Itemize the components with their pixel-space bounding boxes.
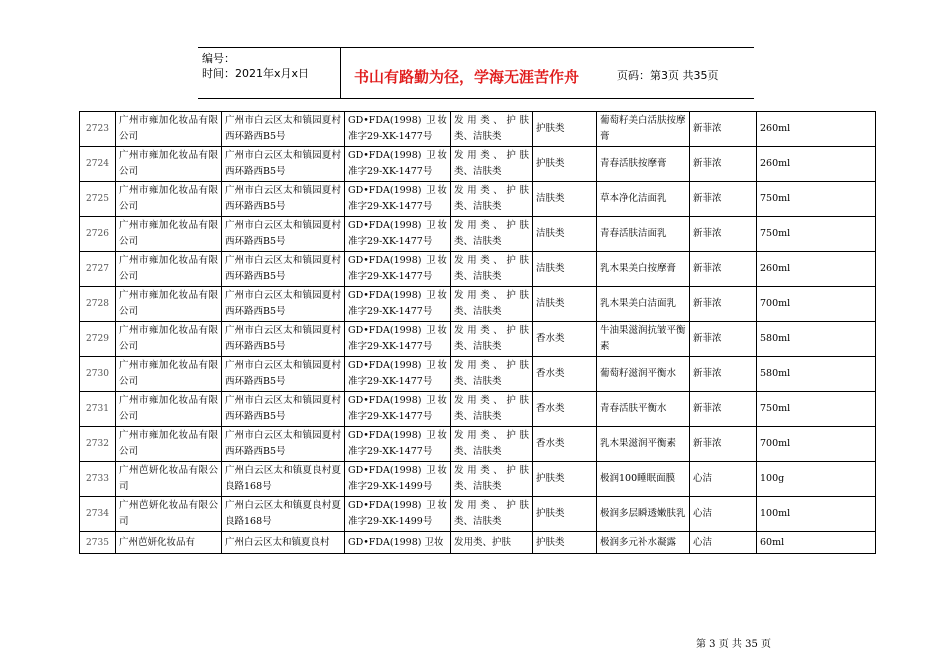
- category-cell: 发用类、护肤类、洁肤类: [451, 252, 533, 287]
- company-cell: 广州芭妍化妆品有限公司: [116, 462, 222, 497]
- spec-cell: 260ml: [757, 112, 876, 147]
- type-cell: 护肤类: [533, 497, 597, 532]
- row-number: 2731: [80, 392, 116, 427]
- number-label: 编号：: [202, 52, 235, 65]
- address-cell: 广州白云区太和镇夏良村: [222, 532, 345, 554]
- product-name-cell: 乳木果滋润平衡素: [597, 427, 690, 462]
- license-cell: GD•FDA(1998) 卫妆: [345, 532, 451, 554]
- row-number: 2730: [80, 357, 116, 392]
- spec-cell: 750ml: [757, 182, 876, 217]
- license-cell: GD•FDA(1998) 卫妆准字29-XK-1477号: [345, 147, 451, 182]
- address-cell: 广州市白云区太和镇园夏村西环路西B5号: [222, 357, 345, 392]
- company-cell: 广州市雍加化妆品有限公司: [116, 322, 222, 357]
- spec-cell: 60ml: [757, 532, 876, 554]
- license-cell: GD•FDA(1998) 卫妆准字29-XK-1477号: [345, 252, 451, 287]
- product-name-cell: 极润100睡眠面膜: [597, 462, 690, 497]
- product-name-cell: 极润多层瞬透嫩肤乳: [597, 497, 690, 532]
- product-name-cell: 牛油果滋润抗皱平衡素: [597, 322, 690, 357]
- address-cell: 广州市白云区太和镇园夏村西环路西B5号: [222, 147, 345, 182]
- header-motto: 书山有路勤为径，学海无涯苦作舟: [354, 68, 580, 86]
- spec-cell: 100g: [757, 462, 876, 497]
- table-row: [80, 322, 876, 357]
- type-cell: 香水类: [533, 392, 597, 427]
- spec-cell: 260ml: [757, 252, 876, 287]
- category-cell: 发用类、护肤类、洁肤类: [451, 497, 533, 532]
- table-row: [80, 462, 876, 497]
- spec-cell: 700ml: [757, 427, 876, 462]
- license-cell: GD•FDA(1998) 卫妆准字29-XK-1477号: [345, 322, 451, 357]
- page-footer: 第 3 页 共 35 页: [696, 639, 771, 650]
- company-cell: 广州市雍加化妆品有限公司: [116, 112, 222, 147]
- header-meta: [202, 51, 309, 81]
- product-name-cell: 极润多元补水凝露: [597, 532, 690, 554]
- spec-cell: 580ml: [757, 357, 876, 392]
- row-number: 2735: [80, 532, 116, 554]
- category-cell: 发用类、护肤类、洁肤类: [451, 357, 533, 392]
- type-cell: 洁肤类: [533, 182, 597, 217]
- brand-cell: 心洁: [690, 532, 757, 554]
- license-cell: GD•FDA(1998) 卫妆准字29-XK-1477号: [345, 217, 451, 252]
- category-cell: 发用类、护肤类、洁肤类: [451, 217, 533, 252]
- address-cell: 广州白云区太和镇夏良村夏良路168号: [222, 497, 345, 532]
- address-cell: 广州市白云区太和镇园夏村西环路西B5号: [222, 322, 345, 357]
- company-cell: 广州市雍加化妆品有限公司: [116, 392, 222, 427]
- spec-cell: 750ml: [757, 392, 876, 427]
- row-number: 2729: [80, 322, 116, 357]
- table-row: [80, 392, 876, 427]
- row-number: 2728: [80, 287, 116, 322]
- row-number: 2733: [80, 462, 116, 497]
- type-cell: 护肤类: [533, 532, 597, 554]
- license-cell: GD•FDA(1998) 卫妆准字29-XK-1477号: [345, 182, 451, 217]
- company-cell: 广州市雍加化妆品有限公司: [116, 217, 222, 252]
- company-cell: 广州芭妍化妆品有: [116, 532, 222, 554]
- table-row: [80, 217, 876, 252]
- brand-cell: 新菲浓: [690, 357, 757, 392]
- spec-cell: 100ml: [757, 497, 876, 532]
- address-cell: 广州白云区太和镇夏良村夏良路168号: [222, 462, 345, 497]
- address-cell: 广州市白云区太和镇园夏村西环路西B5号: [222, 392, 345, 427]
- company-cell: 广州市雍加化妆品有限公司: [116, 427, 222, 462]
- brand-cell: 新菲浓: [690, 427, 757, 462]
- brand-cell: 新菲浓: [690, 147, 757, 182]
- company-cell: 广州市雍加化妆品有限公司: [116, 357, 222, 392]
- product-name-cell: 葡萄籽滋润平衡水: [597, 357, 690, 392]
- header-page-label: 页码：第3页 共35页: [617, 69, 719, 82]
- row-number: 2727: [80, 252, 116, 287]
- table-row: [80, 427, 876, 462]
- spec-cell: 750ml: [757, 217, 876, 252]
- product-name-cell: 乳木果美白按摩膏: [597, 252, 690, 287]
- brand-cell: 新菲浓: [690, 322, 757, 357]
- product-name-cell: 乳木果美白洁面乳: [597, 287, 690, 322]
- table-row: [80, 357, 876, 392]
- table-body: [80, 112, 876, 554]
- category-cell: 发用类、护肤类、洁肤类: [451, 147, 533, 182]
- table-row: [80, 532, 876, 554]
- company-cell: 广州市雍加化妆品有限公司: [116, 252, 222, 287]
- brand-cell: 新菲浓: [690, 112, 757, 147]
- table-row: [80, 497, 876, 532]
- brand-cell: 新菲浓: [690, 392, 757, 427]
- brand-cell: 新菲浓: [690, 252, 757, 287]
- product-name-cell: 青春活肤平衡水: [597, 392, 690, 427]
- type-cell: 香水类: [533, 427, 597, 462]
- address-cell: 广州市白云区太和镇园夏村西环路西B5号: [222, 287, 345, 322]
- product-name-cell: 葡萄籽美白活肤按摩膏: [597, 112, 690, 147]
- type-cell: 护肤类: [533, 112, 597, 147]
- type-cell: 洁肤类: [533, 287, 597, 322]
- product-table: [79, 111, 876, 554]
- type-cell: 香水类: [533, 322, 597, 357]
- company-cell: 广州市雍加化妆品有限公司: [116, 147, 222, 182]
- license-cell: GD•FDA(1998) 卫妆准字29-XK-1477号: [345, 287, 451, 322]
- row-number: 2724: [80, 147, 116, 182]
- table-row: [80, 252, 876, 287]
- brand-cell: 新菲浓: [690, 217, 757, 252]
- category-cell: 发用类、护肤: [451, 532, 533, 554]
- table-row: [80, 182, 876, 217]
- type-cell: 洁肤类: [533, 252, 597, 287]
- row-number: 2726: [80, 217, 116, 252]
- product-name-cell: 青春活肤按摩膏: [597, 147, 690, 182]
- brand-cell: 心洁: [690, 497, 757, 532]
- address-cell: 广州市白云区太和镇园夏村西环路西B5号: [222, 252, 345, 287]
- table-row: [80, 112, 876, 147]
- company-cell: 广州芭妍化妆品有限公司: [116, 497, 222, 532]
- row-number: 2734: [80, 497, 116, 532]
- type-cell: 香水类: [533, 357, 597, 392]
- address-cell: 广州市白云区太和镇园夏村西环路西B5号: [222, 217, 345, 252]
- category-cell: 发用类、护肤类、洁肤类: [451, 182, 533, 217]
- company-cell: 广州市雍加化妆品有限公司: [116, 182, 222, 217]
- license-cell: GD•FDA(1998) 卫妆准字29-XK-1499号: [345, 462, 451, 497]
- license-cell: GD•FDA(1998) 卫妆准字29-XK-1477号: [345, 427, 451, 462]
- company-cell: 广州市雍加化妆品有限公司: [116, 287, 222, 322]
- row-number: 2723: [80, 112, 116, 147]
- page-header: [198, 47, 754, 99]
- product-name-cell: 草本净化洁面乳: [597, 182, 690, 217]
- brand-cell: 新菲浓: [690, 287, 757, 322]
- time-label: 时间：2021年x月x日: [202, 67, 310, 80]
- category-cell: 发用类、护肤类、洁肤类: [451, 462, 533, 497]
- category-cell: 发用类、护肤类、洁肤类: [451, 322, 533, 357]
- type-cell: 护肤类: [533, 462, 597, 497]
- spec-cell: 700ml: [757, 287, 876, 322]
- type-cell: 洁肤类: [533, 217, 597, 252]
- category-cell: 发用类、护肤类、洁肤类: [451, 427, 533, 462]
- license-cell: GD•FDA(1998) 卫妆准字29-XK-1477号: [345, 392, 451, 427]
- table-row: [80, 287, 876, 322]
- address-cell: 广州市白云区太和镇园夏村西环路西B5号: [222, 427, 345, 462]
- address-cell: 广州市白云区太和镇园夏村西环路西B5号: [222, 182, 345, 217]
- category-cell: 发用类、护肤类、洁肤类: [451, 287, 533, 322]
- row-number: 2725: [80, 182, 116, 217]
- spec-cell: 580ml: [757, 322, 876, 357]
- category-cell: 发用类、护肤类、洁肤类: [451, 112, 533, 147]
- license-cell: GD•FDA(1998) 卫妆准字29-XK-1477号: [345, 112, 451, 147]
- address-cell: 广州市白云区太和镇园夏村西环路西B5号: [222, 112, 345, 147]
- license-cell: GD•FDA(1998) 卫妆准字29-XK-1477号: [345, 357, 451, 392]
- category-cell: 发用类、护肤类、洁肤类: [451, 392, 533, 427]
- brand-cell: 新菲浓: [690, 182, 757, 217]
- license-cell: GD•FDA(1998) 卫妆准字29-XK-1499号: [345, 497, 451, 532]
- type-cell: 护肤类: [533, 147, 597, 182]
- header-divider: [340, 48, 341, 98]
- table-row: [80, 147, 876, 182]
- brand-cell: 心洁: [690, 462, 757, 497]
- row-number: 2732: [80, 427, 116, 462]
- product-name-cell: 青春活肤洁面乳: [597, 217, 690, 252]
- spec-cell: 260ml: [757, 147, 876, 182]
